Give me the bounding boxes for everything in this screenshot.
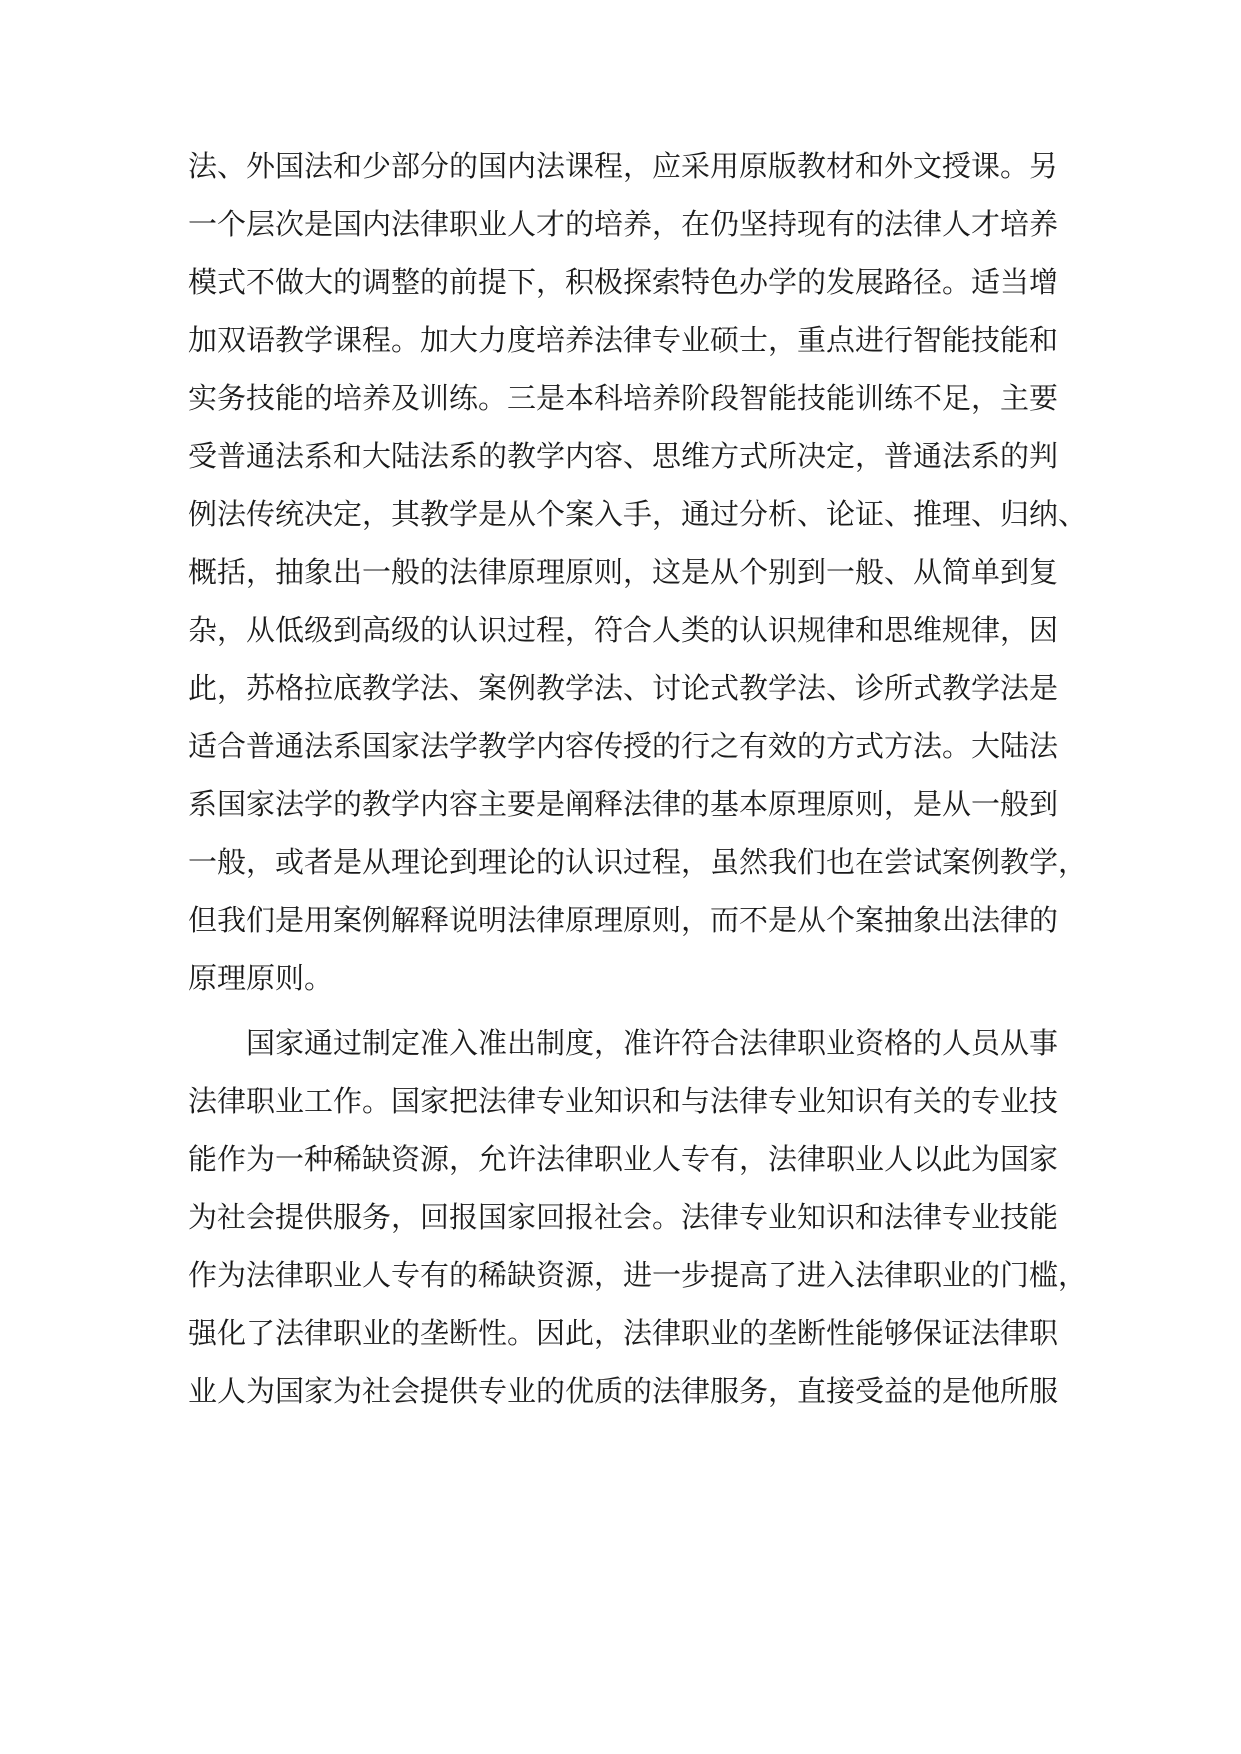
- text-line: 模式不做大的调整的前提下，积极探索特色办学的发展路径。适当增: [188, 265, 1059, 299]
- text-line: 受普通法系和大陆法系的教学内容、思维方式所决定，普通法系的判: [188, 439, 1059, 473]
- text-line: 系国家法学的教学内容主要是阐释法律的基本原理原则，是从一般到: [188, 787, 1059, 821]
- text-line: 为社会提供服务，回报国家回报社会。法律专业知识和法律专业技能: [188, 1200, 1059, 1234]
- text-line: 一般，或者是从理论到理论的认识过程，虽然我们也在尝试案例教学，: [188, 845, 1088, 879]
- text-line: 但我们是用案例解释说明法律原理原则，而不是从个案抽象出法律的: [188, 903, 1059, 937]
- text-line: 适合普通法系国家法学教学内容传授的行之有效的方式方法。大陆法: [188, 729, 1059, 763]
- text-line: 概括，抽象出一般的法律原理原则，这是从个别到一般、从简单到复: [188, 555, 1059, 589]
- text-line: 作为法律职业人专有的稀缺资源，进一步提高了进入法律职业的门槛，: [188, 1258, 1088, 1292]
- text-line: 此，苏格拉底教学法、案例教学法、讨论式教学法、诊所式教学法是: [188, 671, 1059, 705]
- text-line: 一个层次是国内法律职业人才的培养，在仍坚持现有的法律人才培养: [188, 207, 1059, 241]
- text-line: 杂，从低级到高级的认识过程，符合人类的认识规律和思维规律，因: [188, 613, 1059, 647]
- text-line-first: 国家通过制定准入准出制度，准许符合法律职业资格的人员从事: [246, 1026, 1059, 1060]
- text-line: 能作为一种稀缺资源，允许法律职业人专有，法律职业人以此为国家: [188, 1142, 1059, 1176]
- text-line: 实务技能的培养及训练。三是本科培养阶段智能技能训练不足，主要: [188, 381, 1059, 415]
- text-line: 强化了法律职业的垄断性。因此，法律职业的垄断性能够保证法律职: [188, 1316, 1059, 1350]
- text-line: 业人为国家为社会提供专业的优质的法律服务，直接受益的是他所服: [188, 1374, 1059, 1408]
- text-line: 加双语教学课程。加大力度培养法律专业硕士，重点进行智能技能和: [188, 323, 1059, 357]
- text-line-last: 原理原则。: [188, 961, 334, 995]
- text-line: 法、外国法和少部分的国内法课程，应采用原版教材和外文授课。另: [188, 149, 1059, 183]
- text-line: 法律职业工作。国家把法律专业知识和与法律专业知识有关的专业技: [188, 1084, 1059, 1118]
- text-line: 例法传统决定，其教学是从个案入手，通过分析、论证、推理、归纳、: [188, 497, 1088, 531]
